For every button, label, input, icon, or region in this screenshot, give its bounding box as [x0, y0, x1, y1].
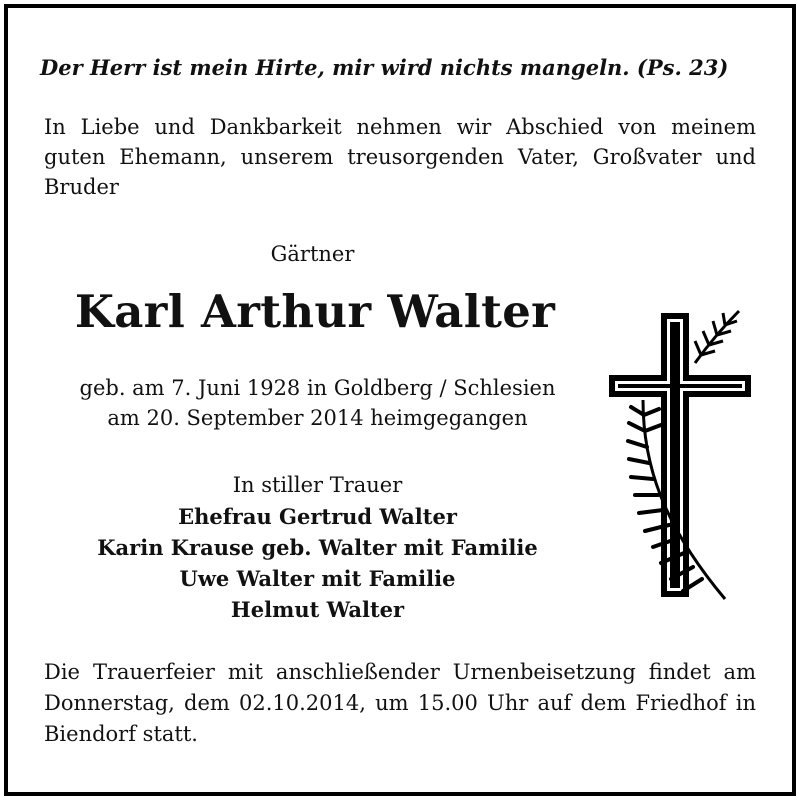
intro-text: In Liebe und Dankbarkeit nehmen wir Abschied von meinem guten Ehemann, unserem treusorgenden Vater, Großvater und Bruder	[44, 115, 756, 199]
mourning-intro: In stiller Trauer	[232, 473, 403, 497]
mourner-4: Helmut Walter	[230, 597, 405, 622]
mourner-3: Uwe Walter mit Familie	[179, 566, 456, 591]
cross-with-palm-branch-icon	[603, 305, 763, 605]
death-line: am 20. September 2014 heimgegangen	[107, 406, 528, 430]
funeral-info: Die Trauerfeier mit anschließender Urnenbeisetzung findet am Donnerstag, dem 02.10.2014, um 15.00 Uhr auf dem Friedhof in Biendorf statt.	[44, 660, 756, 746]
life-dates	[30, 373, 605, 433]
mourner-1: Ehefrau Gertrud Walter	[178, 504, 457, 529]
birth-line: geb. am 7. Juni 1928 in Goldberg / Schlesien	[79, 376, 556, 400]
profession: Gärtner	[270, 242, 355, 266]
mourner-2: Karin Krause geb. Walter mit Familie	[97, 535, 538, 560]
mourners-block	[40, 470, 595, 625]
psalm-motto: Der Herr ist mein Hirte, mir wird nichts mangeln. (Ps. 23)	[40, 55, 729, 80]
deceased-name: Karl Arthur Walter	[74, 285, 556, 338]
